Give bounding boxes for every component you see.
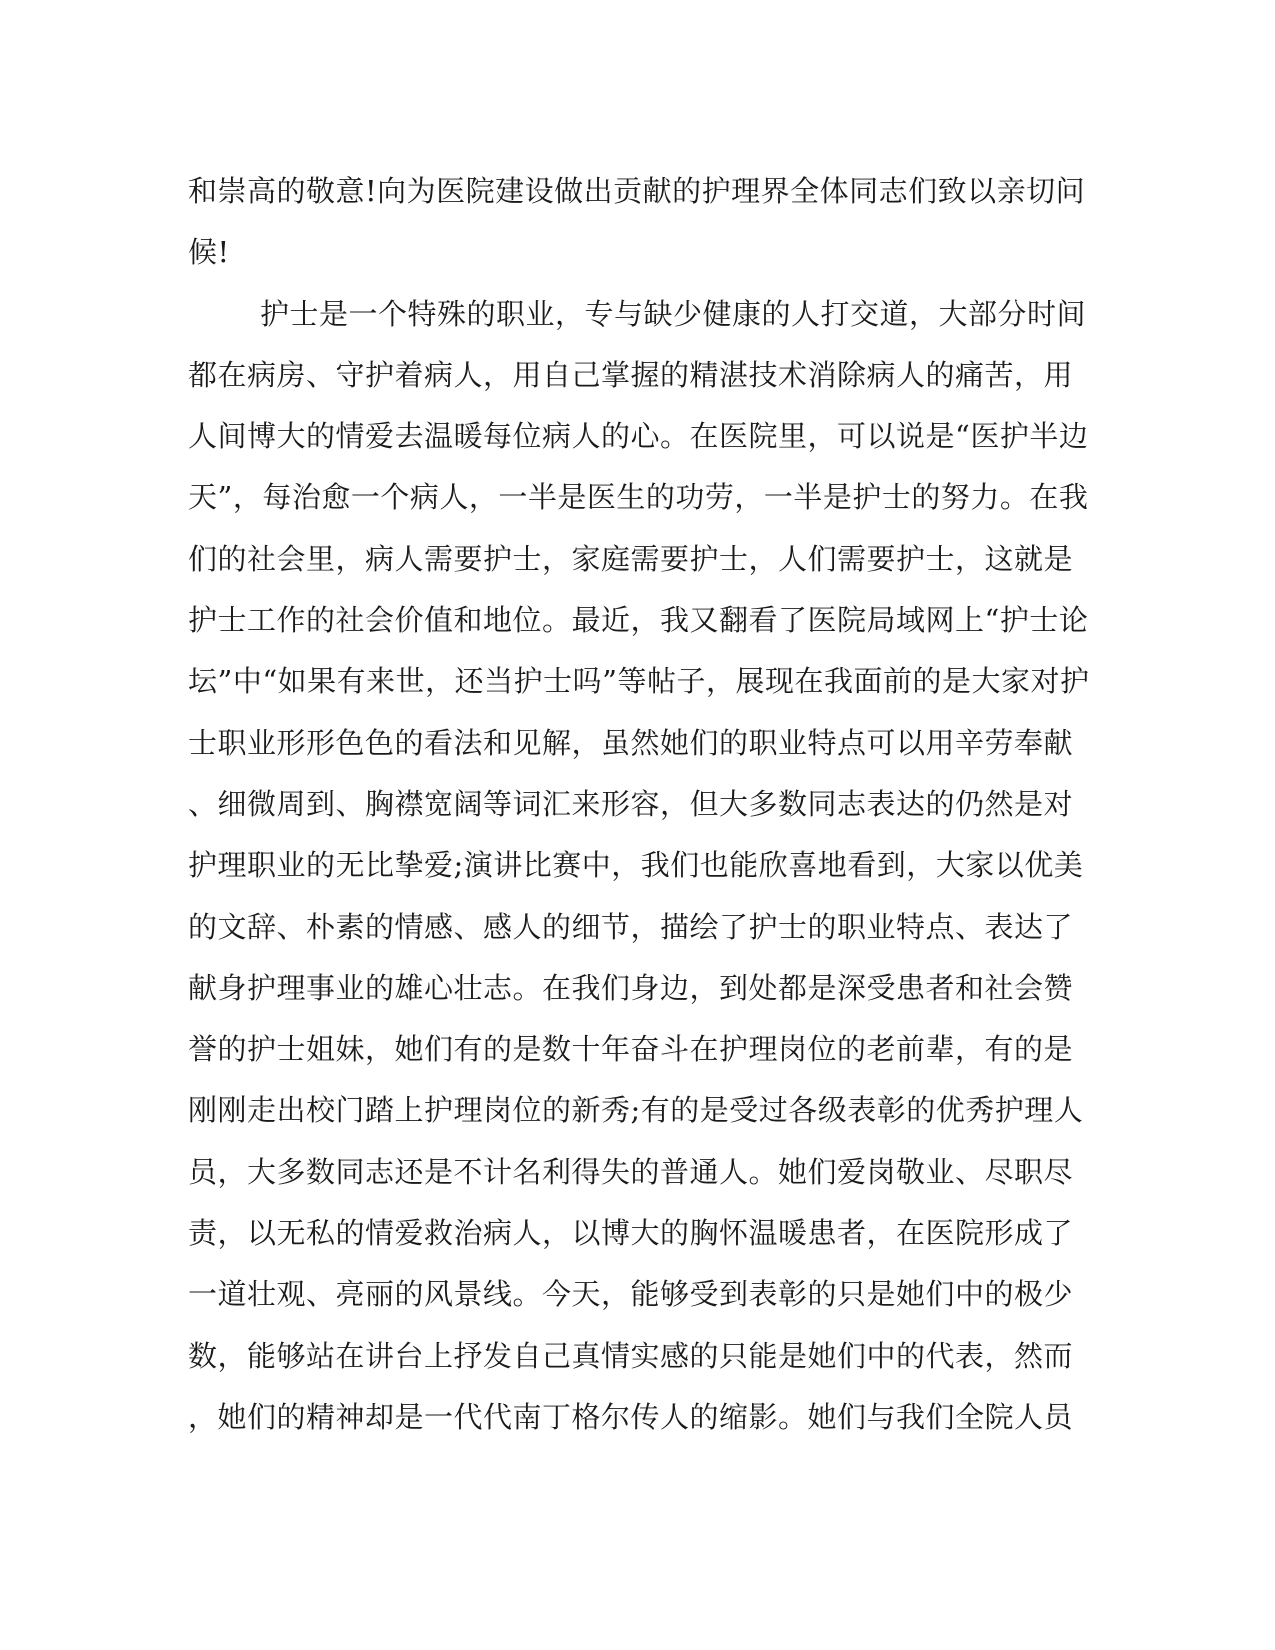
- text-line: 士职业形形色色的看法和见解，虽然她们的职业特点可以用辛劳奉献: [188, 725, 1074, 760]
- text-line: 的文辞、朴素的情感、感人的细节，描绘了护士的职业特点、表达了: [188, 909, 1074, 944]
- text-line: 天”，每治愈一个病人，一半是医生的功劳，一半是护士的努力。在我: [188, 480, 1089, 515]
- paragraph-first-line: 护士是一个特殊的职业，专与缺少健康的人打交道，大部分时间: [260, 296, 1087, 331]
- text-line: 坛”中“如果有来世，还当护士吗”等帖子，展现在我面前的是大家对护: [188, 664, 1090, 699]
- text-line: ，她们的精神却是一代代南丁格尔传人的缩影。她们与我们全院人员: [188, 1399, 1074, 1434]
- body-text: [188, 161, 1090, 1448]
- text-line: 们的社会里，病人需要护士，家庭需要护士，人们需要护士，这就是: [188, 541, 1074, 576]
- text-line: 数，能够站在讲台上抒发自己真情实感的只能是她们中的代表，然而: [188, 1338, 1074, 1373]
- text-line: 责，以无私的情爱救治病人，以博大的胸怀温暖患者，在医院形成了: [188, 1216, 1074, 1251]
- text-line: 候!: [188, 235, 230, 270]
- text-line: 护士工作的社会价值和地位。最近，我又翻看了医院局域网上“护士论: [188, 603, 1089, 638]
- text-line: 刚刚走出校门踏上护理岗位的新秀;有的是受过各级表彰的优秀护理人: [188, 1093, 1084, 1128]
- text-line: 一道壮观、亮丽的风景线。今天，能够受到表彰的只是她们中的极少: [188, 1277, 1074, 1312]
- text-line: 誉的护士姐妹，她们有的是数十年奋斗在护理岗位的老前辈，有的是: [188, 1032, 1074, 1067]
- text-line: 都在病房、守护着病人，用自己掌握的精湛技术消除病人的痛苦，用: [188, 357, 1074, 392]
- text-line: 人间博大的情爱去温暖每位病人的心。在医院里，可以说是“医护半边: [188, 419, 1089, 454]
- text-line: 员，大多数同志还是不计名利得失的普通人。她们爱岗敬业、尽职尽: [188, 1154, 1074, 1189]
- text-line: 、细微周到、胸襟宽阔等词汇来形容，但大多数同志表达的仍然是对: [188, 786, 1074, 821]
- text-line: 和崇高的敬意!向为医院建设做出贡献的护理界全体同志们致以亲切问: [188, 174, 1086, 208]
- text-line: 献身护理事业的雄心壮志。在我们身边，到处都是深受患者和社会赞: [188, 970, 1074, 1005]
- text-line: 护理职业的无比挚爱;演讲比赛中，我们也能欣喜地看到，大家以优美: [188, 848, 1084, 883]
